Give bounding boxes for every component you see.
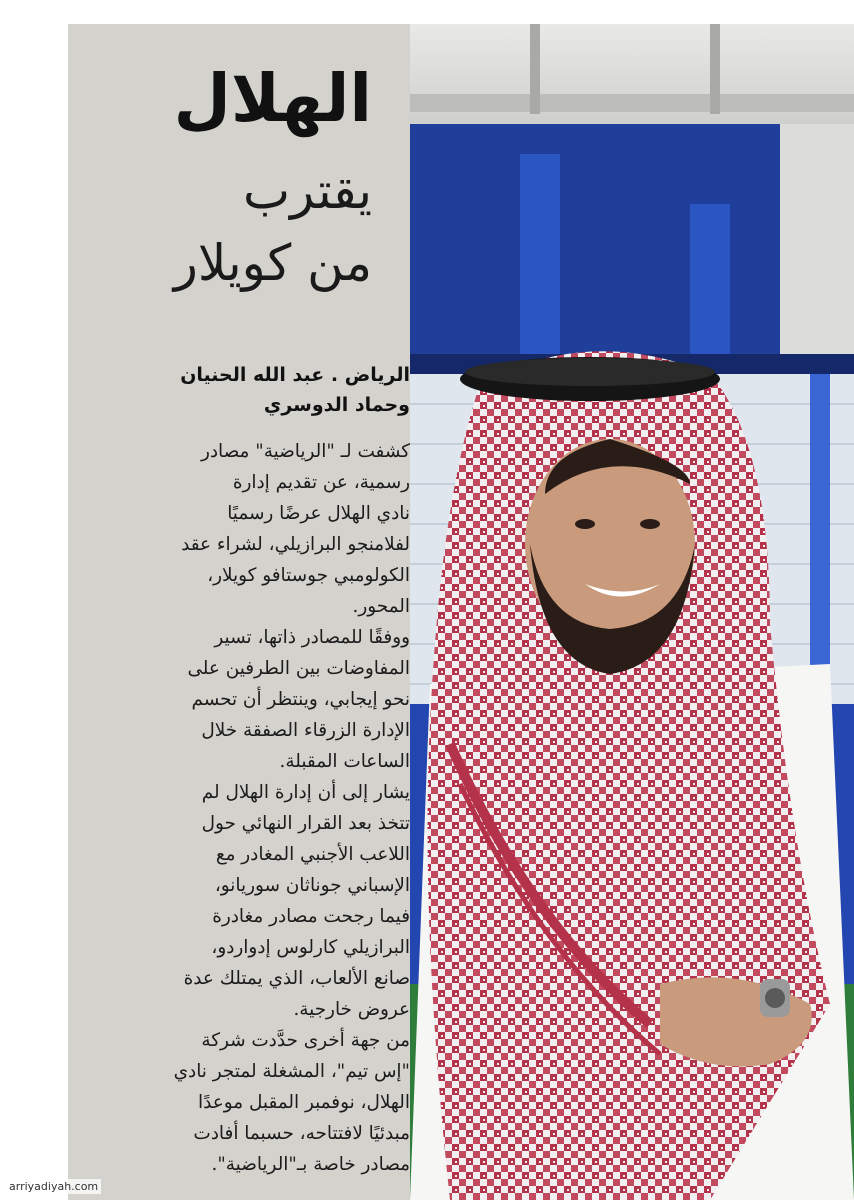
article-line: من جهة أخرى حدَّدت شركة xyxy=(201,1030,410,1051)
article-line: "إس تيم"، المشغلة لمتجر نادي xyxy=(173,1061,410,1082)
article-line: الهلال، نوفمبر المقبل موعدًا xyxy=(198,1092,410,1113)
article-column xyxy=(68,24,410,1200)
headline-sub-line-1: يقترب xyxy=(243,162,372,220)
article-line: تتخذ بعد القرار النهائي حول xyxy=(201,813,410,834)
article-line: عروض خارجية. xyxy=(293,999,410,1020)
article-line: مصادر خاصة بـ"الرياضية". xyxy=(211,1154,410,1175)
article-line: نحو إيجابي، وينتظر أن تحسم xyxy=(191,689,410,710)
article-line: اللاعب الأجنبي المغادر مع xyxy=(215,844,410,865)
article-line: ووفقًا للمصادر ذاتها، تسير xyxy=(214,627,410,648)
article-line: المفاوضات بين الطرفين على xyxy=(187,658,410,679)
headline-main: الهلال xyxy=(173,60,372,137)
article-line: رسمية، عن تقديم إدارة xyxy=(232,472,410,493)
article-line: فيما رجحت مصادر مغادرة xyxy=(212,906,410,927)
article-body xyxy=(80,436,410,1180)
byline-line-2: وحماد الدوسري xyxy=(263,394,410,416)
article-line: الإسباني جوناثان سوريانو، xyxy=(214,875,410,896)
article-line: الكولومبي جوستافو كويلار، xyxy=(207,565,410,586)
article-line: مبدئيًا لافتتاحه، حسبما أفادت xyxy=(193,1123,410,1144)
article-line: نادي الهلال عرضًا رسميًا xyxy=(227,503,410,524)
article-line: يشار إلى أن إدارة الهلال لم xyxy=(201,782,410,803)
article-line: لفلامنجو البرازيلي، لشراء عقد xyxy=(181,534,410,555)
photo-man-in-shemagh xyxy=(410,24,854,1200)
article-line: الساعات المقبلة. xyxy=(279,751,410,772)
article-line: الإدارة الزرقاء الصفقة خلال xyxy=(201,720,410,741)
headline-sub-line-2: من كويلار xyxy=(173,234,372,292)
article-line: صانع الألعاب، الذي يمتلك عدة xyxy=(183,968,410,989)
article-line: كشفت لـ "الرياضية" مصادر xyxy=(200,441,410,462)
byline-line-1: الرياض . عبد الله الحنيان xyxy=(180,364,410,386)
article-line: البرازيلي كارلوس إدواردو، xyxy=(211,937,410,958)
watermark: arriyadiyah.com xyxy=(6,1179,101,1194)
article-line: المحور. xyxy=(352,596,410,617)
